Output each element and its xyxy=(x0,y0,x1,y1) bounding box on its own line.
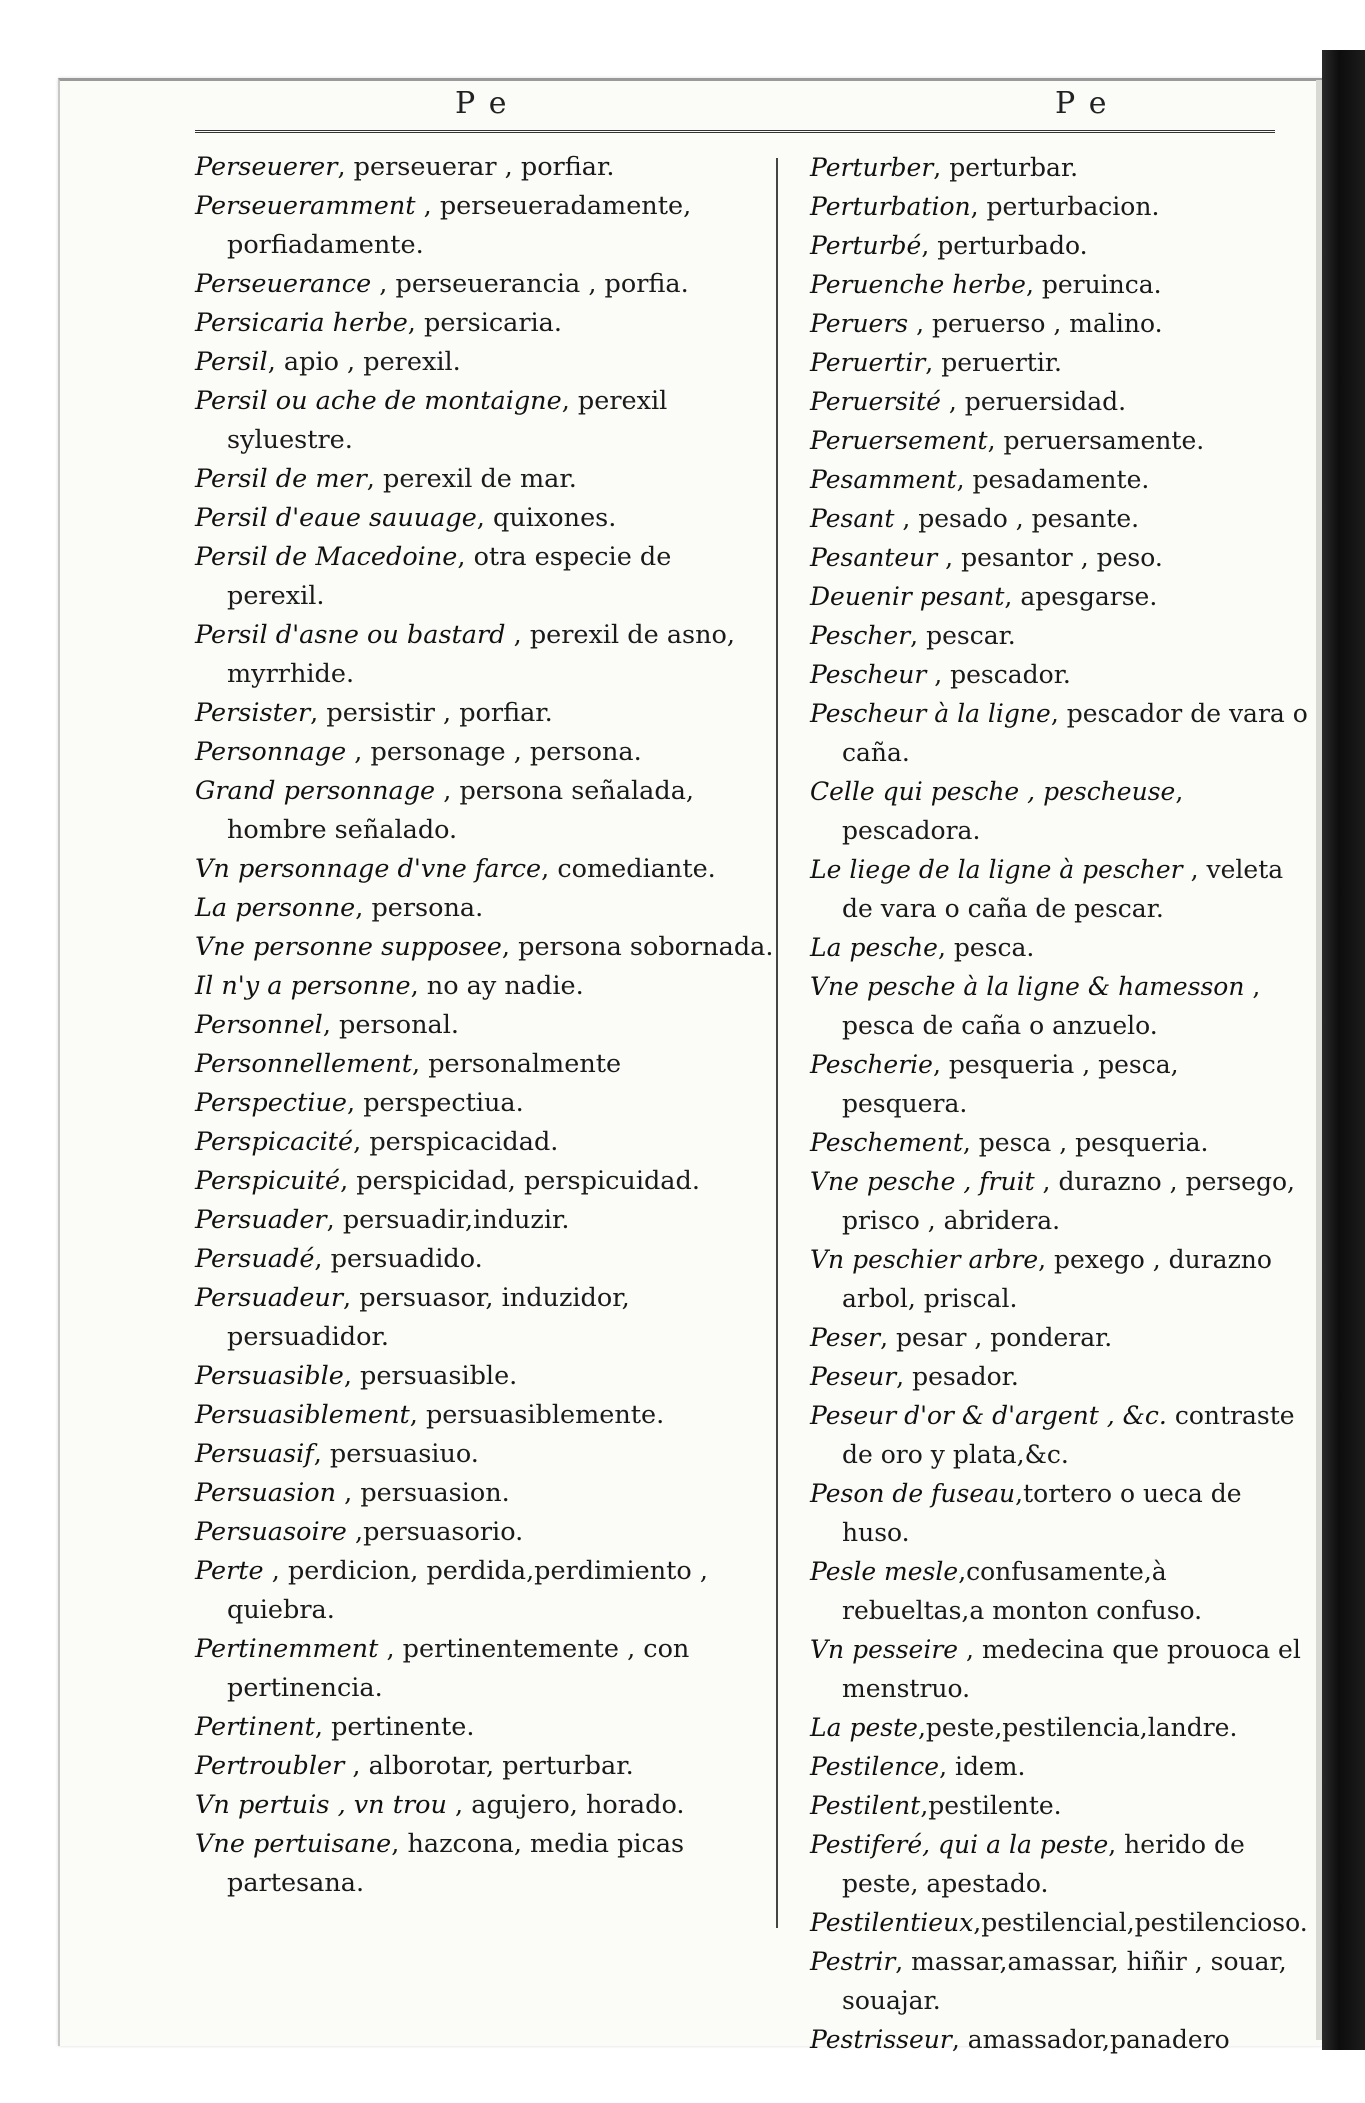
entry-headword: Pestilentieux xyxy=(810,1908,974,1937)
entry-translation: , persuasion. xyxy=(336,1478,510,1508)
entry-headword: Persuasion xyxy=(195,1478,337,1508)
dictionary-entry xyxy=(195,1357,775,1396)
entry-headword: Le liege de la ligne à pescher xyxy=(810,855,1183,884)
entry-translation: , pexego , durazno arbol, priscal. xyxy=(842,1245,1272,1313)
entry-headword: Persil ou ache de montaigne xyxy=(195,386,562,416)
entry-headword: Vne pertuisane xyxy=(195,1829,392,1859)
dictionary-entry xyxy=(195,1552,775,1630)
entry-headword: Pestrisseur xyxy=(810,2025,952,2054)
entry-headword: Pestilence xyxy=(810,1752,940,1781)
dictionary-entry xyxy=(195,304,775,343)
entry-headword: Vn pesseire xyxy=(810,1635,959,1664)
entry-translation: , pesar , ponderar. xyxy=(880,1323,1113,1352)
entry-headword: La peste xyxy=(810,1713,918,1742)
entry-headword: Peseur xyxy=(810,1362,897,1391)
entry-headword: Personnage xyxy=(195,737,347,767)
entry-translation: , peruersidad. xyxy=(940,387,1127,416)
running-head-right: P e xyxy=(1055,86,1109,121)
entry-translation: , pertinente. xyxy=(314,1712,475,1742)
dictionary-entry xyxy=(195,382,775,460)
entry-translation: , pesqueria , pesca, pesquera. xyxy=(842,1050,1179,1118)
entry-translation: , persona sobornada. xyxy=(501,932,774,962)
entry-headword: Persister xyxy=(195,698,311,728)
entry-headword: La personne xyxy=(195,893,356,923)
entry-translation: , pescar. xyxy=(910,621,1016,650)
dictionary-entry xyxy=(195,1162,775,1201)
entry-translation: , pesado , pesante. xyxy=(894,504,1140,533)
entry-translation: , perseuerar , porfiar. xyxy=(337,152,615,182)
entry-headword: Vn pertuis , vn trou xyxy=(195,1790,447,1820)
dictionary-entry xyxy=(195,1825,775,1903)
entry-translation: , pescador. xyxy=(926,660,1071,689)
entry-headword: Persuadé xyxy=(195,1244,315,1274)
dictionary-entry xyxy=(195,1474,775,1513)
dictionary-entry xyxy=(810,967,1310,1045)
entry-headword: Pesant xyxy=(810,504,895,533)
dictionary-entry xyxy=(195,1435,775,1474)
dictionary-entry xyxy=(810,1123,1310,1162)
dictionary-entry xyxy=(195,1123,775,1162)
entry-headword: Persil de mer xyxy=(195,464,367,494)
dictionary-entry xyxy=(810,1630,1310,1708)
entry-headword: Pescherie xyxy=(810,1050,933,1079)
entry-translation: , durazno , persego, prisco , abridera. xyxy=(842,1167,1295,1235)
entry-headword: Peruertir xyxy=(810,348,926,377)
entry-translation: , persuadir,induzir. xyxy=(326,1205,570,1235)
entry-headword: Pesanteur xyxy=(810,543,938,572)
entry-headword: Pescheur à la ligne xyxy=(810,699,1051,728)
dictionary-entry xyxy=(195,694,775,733)
entry-translation: , massar,amassar, hiñir , souar, souajar. xyxy=(842,1947,1287,2015)
entry-translation: , idem. xyxy=(939,1752,1026,1781)
dictionary-entry xyxy=(195,1240,775,1279)
entry-translation: , perspicidad, perspicuidad. xyxy=(340,1166,700,1196)
left-column xyxy=(195,148,775,1903)
entry-headword: Vne personne supposee xyxy=(195,932,502,962)
dictionary-entry xyxy=(195,1630,775,1708)
entry-headword: Persil de Macedoine xyxy=(195,542,458,572)
header-rule xyxy=(195,130,1275,133)
running-head-left: P e xyxy=(455,86,509,121)
entry-translation: , alborotar, perturbar. xyxy=(344,1751,634,1781)
entry-translation: , pesador. xyxy=(896,1362,1019,1391)
dictionary-entry xyxy=(195,850,775,889)
entry-headword: Pestrir xyxy=(810,1947,896,1976)
dictionary-entry xyxy=(810,1747,1310,1786)
dictionary-entry xyxy=(195,1747,775,1786)
dictionary-entry xyxy=(810,1903,1310,1942)
entry-translation: , agujero, horado. xyxy=(446,1790,685,1820)
entry-translation: ,pestilente. xyxy=(920,1791,1062,1820)
dictionary-entry xyxy=(810,1045,1310,1123)
entry-headword: Persil d'eaue sauuage xyxy=(195,503,477,533)
entry-translation: , persistir , porfiar. xyxy=(310,698,553,728)
dictionary-entry xyxy=(810,1552,1310,1630)
entry-translation: , veleta de vara o caña de pescar. xyxy=(842,855,1284,923)
entry-headword: Perseuerer xyxy=(195,152,338,182)
dictionary-entry xyxy=(810,1708,1310,1747)
dictionary-entry xyxy=(195,772,775,850)
entry-translation: , comediante. xyxy=(541,854,716,884)
dictionary-entry xyxy=(810,538,1310,577)
dictionary-entry xyxy=(810,850,1310,928)
entry-translation: , pesantor , peso. xyxy=(937,543,1163,572)
entry-headword: Pestiferé, qui a la peste xyxy=(810,1830,1109,1859)
entry-translation: , quixones. xyxy=(476,503,617,533)
entry-headword: Peseur d'or & d'argent , &c. xyxy=(810,1401,1167,1430)
dictionary-entry xyxy=(810,421,1310,460)
entry-translation: , pescador de vara o caña. xyxy=(842,699,1308,767)
entry-translation: , perexil de mar. xyxy=(366,464,577,494)
entry-headword: Perspicuité xyxy=(195,1166,341,1196)
entry-translation: , perspectiua. xyxy=(347,1088,524,1118)
dictionary-entry xyxy=(810,343,1310,382)
entry-headword: Personnel xyxy=(195,1010,323,1040)
entry-headword: Peruers xyxy=(810,309,909,338)
dictionary-entry xyxy=(810,1318,1310,1357)
entry-translation: , herido de peste, apestado. xyxy=(842,1830,1245,1898)
entry-translation: , pesca. xyxy=(937,933,1035,962)
entry-translation: , perseuerancia , porfia. xyxy=(371,269,689,299)
entry-headword: Peruersement xyxy=(810,426,988,455)
dictionary-entry xyxy=(810,694,1310,772)
dictionary-entry xyxy=(195,343,775,382)
dictionary-entry xyxy=(810,772,1310,850)
entry-translation: , personage , persona. xyxy=(346,737,642,767)
entry-headword: Persil xyxy=(195,347,268,377)
entry-headword: Vn personnage d'vne farce xyxy=(195,854,542,884)
entry-translation: , perturbado. xyxy=(921,231,1088,260)
entry-headword: Persuader xyxy=(195,1205,327,1235)
entry-headword: Perte xyxy=(195,1556,264,1586)
entry-translation: , apio , perexil. xyxy=(267,347,461,377)
dictionary-entry xyxy=(810,1942,1310,2020)
entry-headword: Peson de fuseau xyxy=(810,1479,1016,1508)
entry-headword: Peruersité xyxy=(810,387,941,416)
dictionary-entry xyxy=(195,967,775,1006)
entry-translation: , otra especie de perexil. xyxy=(227,542,672,611)
dictionary-entry xyxy=(810,1396,1310,1474)
entry-headword: Persuasiblement xyxy=(195,1400,410,1430)
entry-translation: , persuasiblemente. xyxy=(409,1400,665,1430)
entry-translation: , persuasible. xyxy=(343,1361,518,1391)
dictionary-entry xyxy=(810,2020,1310,2059)
entry-translation: ,pestilencial,pestilencioso. xyxy=(973,1908,1308,1937)
entry-translation: , persuasiuo. xyxy=(313,1439,479,1469)
entry-headword: Peschement xyxy=(810,1128,963,1157)
dictionary-entry xyxy=(810,304,1310,343)
dictionary-entry xyxy=(810,460,1310,499)
entry-headword: Perturbé xyxy=(810,231,922,260)
entry-translation: , persuadido. xyxy=(314,1244,483,1274)
dictionary-entry xyxy=(195,1786,775,1825)
dictionary-entry xyxy=(195,148,775,187)
entry-headword: Persuasible xyxy=(195,1361,344,1391)
entry-translation: ,peste,pestilencia,landre. xyxy=(917,1713,1238,1742)
entry-translation: , apesgarse. xyxy=(1004,582,1158,611)
dictionary-entry xyxy=(810,655,1310,694)
entry-headword: Pertroubler xyxy=(195,1751,345,1781)
entry-headword: Persil d'asne ou bastard xyxy=(195,620,506,650)
entry-headword: Il n'y a personne xyxy=(195,971,411,1001)
entry-headword: Persuasoire xyxy=(195,1517,347,1547)
entry-translation: , personalmente xyxy=(412,1049,622,1079)
entry-headword: Vne pesche , fruit xyxy=(810,1167,1035,1196)
dictionary-entry xyxy=(810,148,1310,187)
entry-headword: Perseuerance xyxy=(195,269,372,299)
entry-translation: , pesca de caña o anzuelo. xyxy=(842,972,1261,1040)
entry-translation: ,persuasorio. xyxy=(346,1517,524,1547)
entry-headword: Grand personnage xyxy=(195,776,436,806)
entry-translation: , persuasor, induzidor, persuadidor. xyxy=(227,1283,630,1352)
dictionary-entry xyxy=(195,733,775,772)
entry-translation: , hazcona, media picas partesana. xyxy=(227,1829,685,1898)
book-binding xyxy=(1322,50,1365,2050)
entry-translation: , perseueradamente, porfiadamente. xyxy=(227,191,692,260)
entry-translation: , pesadamente. xyxy=(956,465,1150,494)
dictionary-entry xyxy=(195,538,775,616)
dictionary-entry xyxy=(195,1201,775,1240)
dictionary-entry xyxy=(810,616,1310,655)
entry-headword: Perspectiue xyxy=(195,1088,347,1118)
dictionary-entry xyxy=(195,1708,775,1747)
dictionary-entry xyxy=(810,928,1310,967)
entry-translation: ,tortero o ueca de huso. xyxy=(842,1479,1242,1547)
entry-translation: , perspicacidad. xyxy=(353,1127,559,1157)
dictionary-entry xyxy=(810,226,1310,265)
entry-translation: , perdicion, perdida,perdimiento , quiebra. xyxy=(227,1556,708,1625)
column-divider xyxy=(776,158,778,1928)
entry-translation: ,confusamente,à rebueltas,a monton confuso. xyxy=(842,1557,1203,1625)
dictionary-entry xyxy=(810,1240,1310,1318)
entry-headword: Pestilent xyxy=(810,1791,921,1820)
dictionary-entry xyxy=(195,928,775,967)
dictionary-entry xyxy=(195,889,775,928)
entry-headword: Persuadeur xyxy=(195,1283,344,1313)
dictionary-entry xyxy=(195,1279,775,1357)
entry-translation: , peruerso , malino. xyxy=(908,309,1163,338)
entry-headword: Perturber xyxy=(810,153,934,182)
entry-headword: Pesamment xyxy=(810,465,957,494)
entry-translation: , pertinentemente , con pertinencia. xyxy=(227,1634,690,1703)
entry-translation: , amassador,panadero xyxy=(951,2025,1230,2054)
entry-headword: Perturbation xyxy=(810,192,971,221)
entry-translation: contraste de oro y plata,&c. xyxy=(842,1401,1295,1469)
entry-headword: Pesle mesle xyxy=(810,1557,959,1586)
dictionary-entry xyxy=(195,499,775,538)
dictionary-entry xyxy=(810,577,1310,616)
entry-translation: , perexil syluestre. xyxy=(227,386,668,455)
entry-headword: Personnellement xyxy=(195,1049,413,1079)
dictionary-entry xyxy=(195,1396,775,1435)
entry-headword: Pertinemment xyxy=(195,1634,379,1664)
dictionary-entry xyxy=(810,1825,1310,1903)
dictionary-entry xyxy=(195,1513,775,1552)
entry-headword: Perspicacité xyxy=(195,1127,354,1157)
dictionary-entry xyxy=(810,265,1310,304)
entry-translation: , peruersamente. xyxy=(987,426,1205,455)
entry-translation: , persona. xyxy=(355,893,484,923)
entry-headword: Vne pesche à la ligne & hamesson xyxy=(810,972,1245,1001)
entry-headword: Peruenche herbe xyxy=(810,270,1026,299)
dictionary-entry xyxy=(195,616,775,694)
dictionary-entry xyxy=(810,187,1310,226)
entry-translation: , peruertir. xyxy=(925,348,1062,377)
entry-headword: Deuenir pesant xyxy=(810,582,1005,611)
entry-headword: Pertinent xyxy=(195,1712,315,1742)
entry-translation: , perturbar. xyxy=(933,153,1079,182)
entry-headword: Persicaria herbe xyxy=(195,308,408,338)
entry-translation: , medecina que prouoca el menstruo. xyxy=(842,1635,1301,1703)
entry-headword: La pesche xyxy=(810,933,938,962)
entry-headword: Celle qui pesche , pescheuse xyxy=(810,777,1176,806)
entry-translation: , personal. xyxy=(322,1010,459,1040)
entry-translation: , persona señalada, hombre señalado. xyxy=(227,776,695,845)
entry-translation: , persicaria. xyxy=(407,308,562,338)
entry-headword: Vn peschier arbre xyxy=(810,1245,1039,1274)
entry-headword: Pescher xyxy=(810,621,911,650)
right-column xyxy=(810,148,1310,2059)
entry-translation: , no ay nadie. xyxy=(410,971,584,1001)
dictionary-entry xyxy=(195,1006,775,1045)
entry-headword: Perseueramment xyxy=(195,191,416,221)
dictionary-entry xyxy=(810,499,1310,538)
dictionary-entry xyxy=(195,187,775,265)
entry-translation: , perexil de asno, myrrhide. xyxy=(227,620,735,689)
entry-headword: Pescheur xyxy=(810,660,927,689)
dictionary-entry xyxy=(195,1045,775,1084)
dictionary-entry xyxy=(195,1084,775,1123)
dictionary-entry xyxy=(810,1357,1310,1396)
entry-headword: Peser xyxy=(810,1323,881,1352)
entry-headword: Persuasif xyxy=(195,1439,314,1469)
dictionary-entry xyxy=(195,265,775,304)
dictionary-entry xyxy=(810,382,1310,421)
entry-translation: , perturbacion. xyxy=(970,192,1160,221)
entry-translation: , pesca , pesqueria. xyxy=(962,1128,1209,1157)
entry-translation: , pescadora. xyxy=(842,777,1184,845)
dictionary-entry xyxy=(810,1786,1310,1825)
dictionary-entry xyxy=(195,460,775,499)
dictionary-entry xyxy=(810,1474,1310,1552)
dictionary-entry xyxy=(810,1162,1310,1240)
entry-translation: , peruinca. xyxy=(1025,270,1162,299)
